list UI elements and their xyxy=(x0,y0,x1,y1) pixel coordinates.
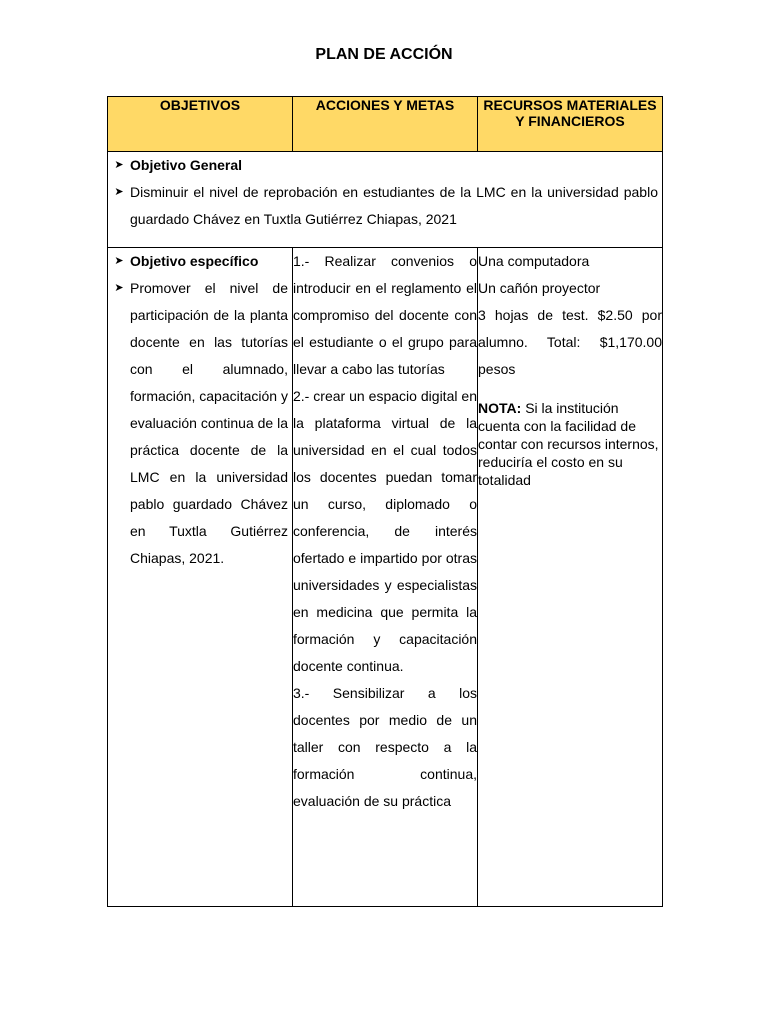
general-objective-label: Objetivo General xyxy=(130,157,243,173)
arrow-bullet-icon: ➤ xyxy=(114,255,124,267)
general-objective-cell xyxy=(108,152,663,248)
general-objective-row xyxy=(108,152,663,248)
objetivos-cell xyxy=(108,248,293,907)
arrow-bullet-icon: ➤ xyxy=(114,186,124,198)
header-objetivos: OBJETIVOS xyxy=(108,97,293,152)
header-recursos: RECURSOS MATERIALES Y FINANCIEROS xyxy=(478,97,663,152)
general-objective-text: Disminuir el nivel de reprobación en estudiantes de la LMC en la universidad pablo guardado Chávez en Tuxtla Gutiérrez Chiapas, 2021 xyxy=(130,184,658,227)
list-item xyxy=(108,248,292,275)
action-item-2: 2.- crear un espacio digital en la plataforma virtual de la universidad en el cual todos los docentes puedan tomar un curso, diplomado o conferencia, de interés ofertado e impartido por otras universidades y especialistas en medicina que permita la formación y capacitación docente continua. xyxy=(293,388,477,674)
resource-item: Una computadora xyxy=(478,253,590,269)
nota-label: NOTA: xyxy=(478,400,522,416)
action-item-3: 3.- Sensibilizar a los docentes por medio de un taller con respecto a la formación continua, evaluación de su práctica xyxy=(293,685,477,809)
recursos-cell xyxy=(478,248,663,907)
action-plan-table xyxy=(107,96,663,907)
table-header-row xyxy=(108,97,663,152)
action-item-1: 1.- Realizar convenios o introducir en el reglamento el compromiso del docente con el estudiante o el grupo para llevar a cabo las tutorías xyxy=(293,253,477,377)
header-acciones-metas: ACCIONES Y METAS xyxy=(293,97,478,152)
page-title: PLAN DE ACCIÓN xyxy=(315,46,453,63)
list-item xyxy=(108,179,662,233)
nota-text: Si la institución cuenta con la facilidad de contar con recursos internos, reduciría el costo en su totalidad xyxy=(478,400,659,488)
specific-objective-label: Objetivo específico xyxy=(130,253,259,269)
acciones-cell xyxy=(293,248,478,907)
specific-objective-text: Promover el nivel de participación de la planta docente en las tutorías con el alumnado, formación, capacitación y evaluación continua de la práctica docente de la LMC en la universidad pablo guardado Chávez en Tuxtla Gutiérrez Chiapas, 2021. xyxy=(130,280,289,566)
nota-block xyxy=(478,399,662,489)
resource-item: Un cañón proyector xyxy=(478,280,601,296)
specific-objective-row xyxy=(108,248,663,907)
arrow-bullet-icon: ➤ xyxy=(114,282,124,294)
list-item xyxy=(108,152,662,179)
arrow-bullet-icon: ➤ xyxy=(114,159,124,171)
list-item xyxy=(108,275,292,572)
resource-item: 3 hojas de test. $2.50 por alumno. Total: $1,170.00 pesos xyxy=(478,307,662,377)
